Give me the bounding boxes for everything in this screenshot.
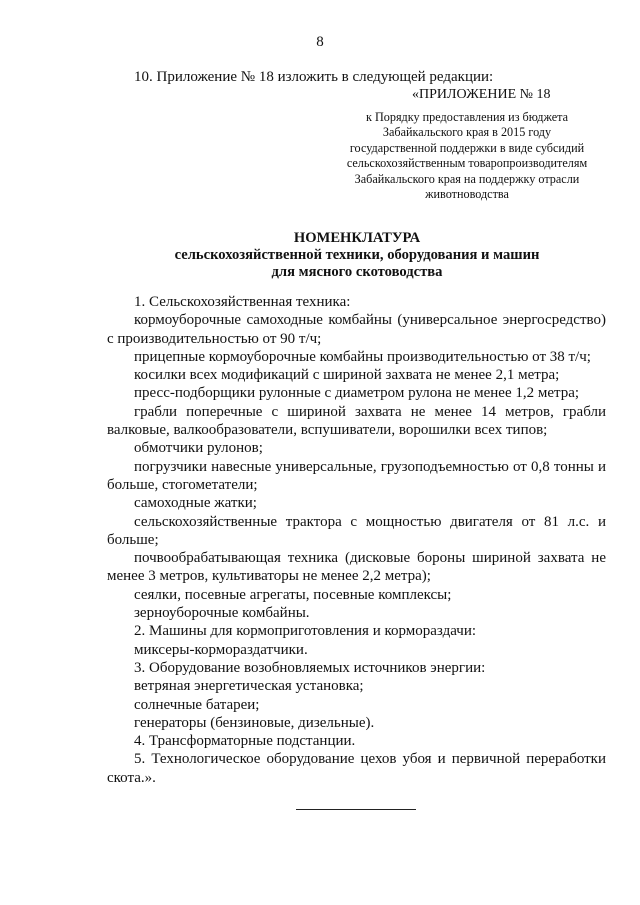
list-item: кормоуборочные самоходные комбайны (универсальное энергосредство) с производительностью от 90 т/ч;	[107, 312, 606, 347]
list-item: пресс-подборщики рулонные с диаметром рулона не менее 1,2 метра;	[134, 385, 580, 402]
list-item: прицепные кормоуборочные комбайны производительностью от 38 т/ч;	[134, 348, 591, 365]
list-item: грабли поперечные с шириной захвата не менее 14 метров, грабли валковые, валкообразователи, вспушиватели, ворошилки всех типов;	[107, 403, 606, 439]
annex-subtitle-line: Забайкальского края на поддержку отрасли	[354, 171, 580, 186]
heading-line-2: сельскохозяйственной техники, оборудования и машин	[174, 247, 540, 263]
annex-title: «ПРИЛОЖЕНИЕ № 18	[412, 87, 551, 102]
list-item: миксеры-кормораздатчики.	[134, 641, 308, 658]
intro-text: 10. Приложение № 18 изложить в следующей редакции:	[134, 69, 494, 85]
list-item: 4. Трансформаторные подстанции.	[134, 733, 356, 750]
nomenclature-list	[107, 293, 606, 787]
heading-line-1: НОМЕНКЛАТУРА	[293, 230, 421, 246]
list-item: самоходные жатки;	[134, 495, 257, 512]
list-item: сеялки, посевные агрегаты, посевные комплексы;	[134, 586, 452, 603]
annex-subtitle	[332, 110, 602, 202]
heading-line-3: для мясного скотоводства	[271, 264, 443, 280]
list-item: обмотчики рулонов;	[134, 440, 263, 457]
annex-subtitle-line: государственной поддержки в виде субсидий	[349, 140, 585, 155]
list-item: солнечные батареи;	[134, 696, 260, 713]
annex-subtitle-line: сельскохозяйственным товаропроизводителям	[346, 156, 588, 171]
annex-subtitle-line: Забайкальского края в 2015 году	[382, 125, 552, 140]
list-item: ветряная энергетическая установка;	[134, 678, 364, 695]
annex-subtitle-line: животноводства	[425, 187, 509, 202]
list-item: 1. Сельскохозяйственная техника:	[134, 294, 351, 310]
list-item: зерноуборочные комбайны.	[134, 605, 310, 622]
closing-divider	[296, 809, 416, 810]
list-item: почвообрабатывающая техника (дисковые бороны шириной захвата не менее 3 метров, культиваторы не менее 2,2 метра);	[107, 550, 606, 585]
list-item: генераторы (бензиновые, дизельные).	[134, 714, 375, 731]
list-item: 2. Машины для кормоприготовления и кормораздачи:	[134, 623, 477, 640]
list-item: косилки всех модификаций с шириной захвата не менее 2,1 метра;	[134, 367, 560, 384]
annex-subtitle-line: к Порядку предоставления из бюджета	[365, 110, 568, 124]
document-heading	[0, 230, 640, 281]
list-item: 5. Технологическое оборудование цехов убоя и первичной переработки скота.».	[107, 751, 606, 786]
list-item: погрузчики навесные универсальные, грузоподъемностью от 0,8 тонны и больше, стогометатели;	[107, 458, 606, 493]
list-item: сельскохозяйственные трактора с мощностью двигателя от 81 л.с. и больше;	[107, 513, 606, 548]
list-item: 3. Оборудование возобновляемых источников энергии:	[134, 659, 486, 676]
page-number: 8	[316, 34, 324, 50]
